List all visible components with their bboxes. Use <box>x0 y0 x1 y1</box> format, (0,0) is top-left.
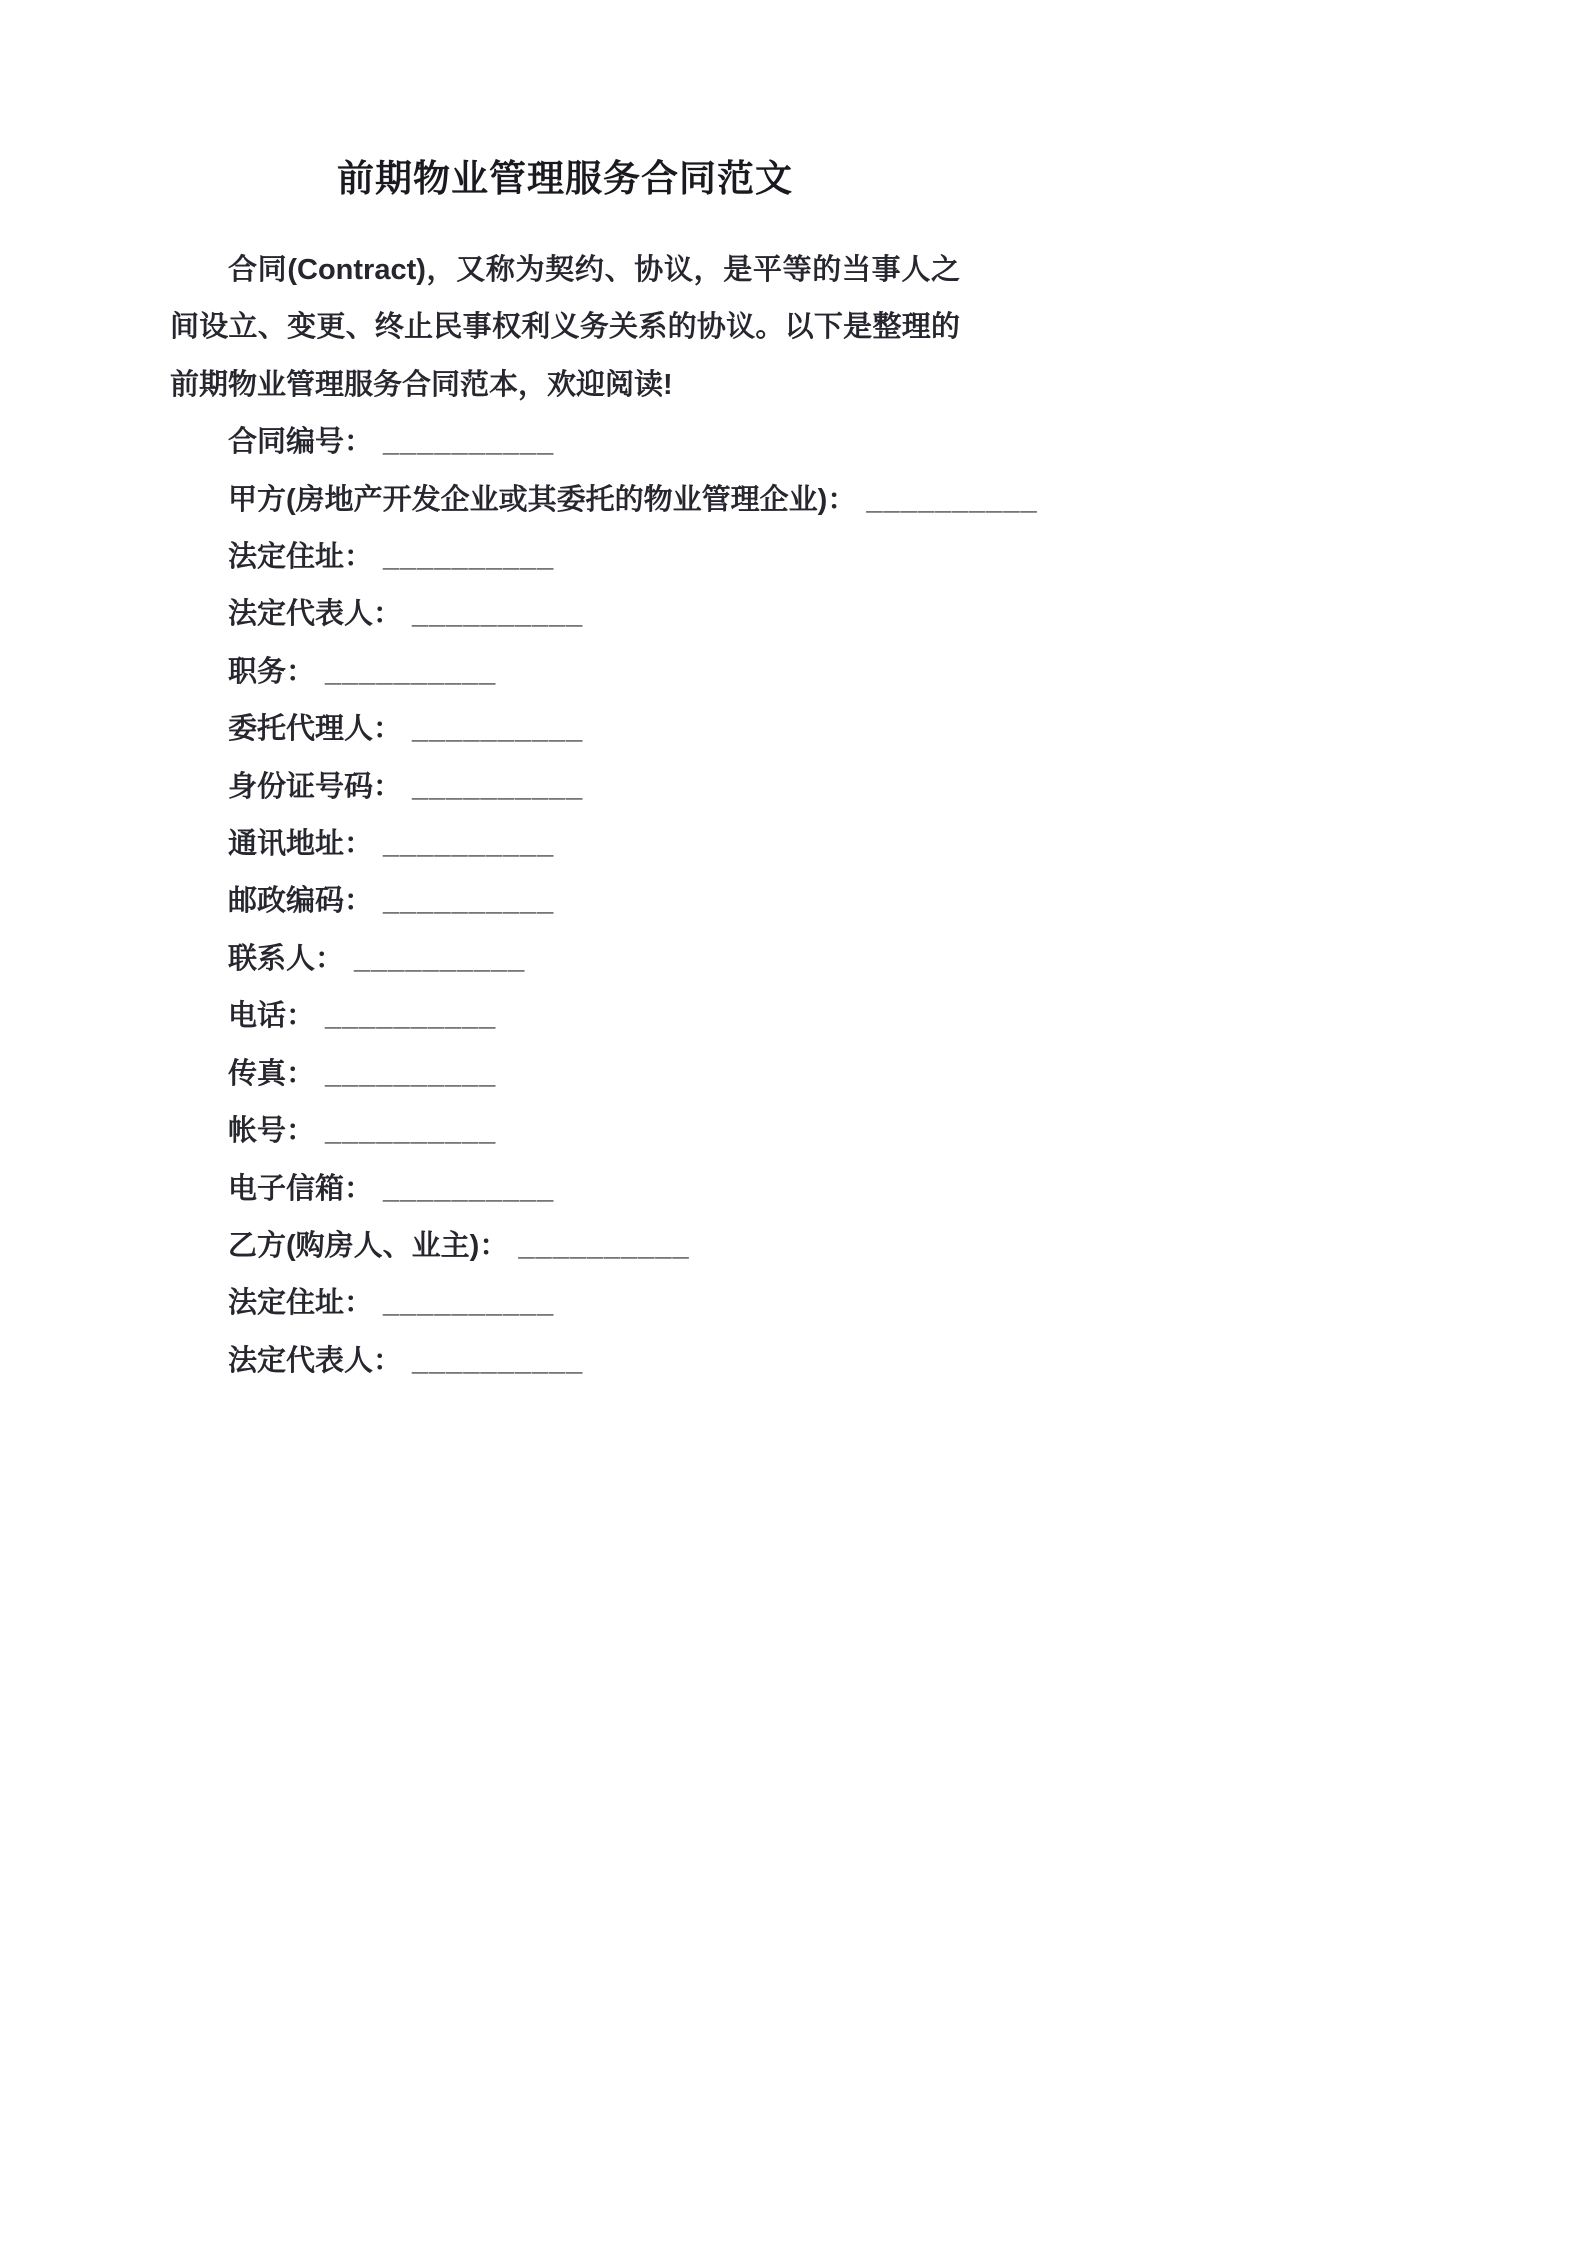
form-line-account-number <box>170 1103 960 1160</box>
form-line-mailing-address <box>170 816 960 873</box>
field-label: 身份证号码： <box>228 770 403 803</box>
field-label: 联系人： <box>228 942 345 975</box>
field-blank: __________ <box>412 770 584 803</box>
field-label: 传真： <box>228 1057 316 1090</box>
form-line-entrusted-agent <box>170 701 960 758</box>
form-line-phone <box>170 988 960 1045</box>
form-line-id-number <box>170 759 960 816</box>
field-label: 法定代表人： <box>228 1344 403 1377</box>
field-blank: __________ <box>412 1344 584 1377</box>
form-line-email <box>170 1161 960 1218</box>
field-blank: __________ <box>518 1229 690 1262</box>
field-label: 乙方(购房人、业主)： <box>228 1229 509 1262</box>
field-blank: __________ <box>383 1172 555 1205</box>
field-blank: __________ <box>866 483 1038 516</box>
field-label: 通讯地址： <box>228 828 374 861</box>
document-content <box>170 148 1038 1390</box>
field-label: 法定住址： <box>228 1287 374 1320</box>
intro-paragraph: 合同(Contract)，又称为契约、协议，是平等的当事人之间设立、变更、终止民事权利义务关系的协议。以下是整理的前期物业管理服务合同范本，欢迎阅读! <box>170 254 960 401</box>
field-blank: __________ <box>383 828 555 861</box>
field-blank: __________ <box>325 1057 497 1090</box>
field-blank: __________ <box>412 598 584 631</box>
field-label: 委托代理人： <box>228 713 403 746</box>
field-label: 法定住址： <box>228 541 374 574</box>
form-line-legal-representative-b <box>170 1333 960 1390</box>
field-label: 法定代表人： <box>228 598 403 631</box>
field-label: 合同编号： <box>228 426 374 459</box>
field-blank: __________ <box>383 541 555 574</box>
form-line-position <box>170 644 960 701</box>
form-line-legal-address-a <box>170 529 960 586</box>
form-line-party-a <box>170 472 1038 529</box>
form-line-party-b <box>170 1218 960 1275</box>
field-blank: __________ <box>325 1115 497 1148</box>
form-line-contract-number <box>170 414 960 471</box>
field-label: 电子信箱： <box>228 1172 374 1205</box>
form-line-legal-representative-a <box>170 586 960 643</box>
field-blank: __________ <box>325 655 497 688</box>
field-label: 邮政编码： <box>228 885 374 918</box>
field-blank: __________ <box>383 426 555 459</box>
field-label: 职务： <box>228 655 316 688</box>
field-label: 帐号： <box>228 1115 316 1148</box>
document-title: 前期物业管理服务合同范文 <box>337 158 793 199</box>
field-label: 电话： <box>228 1000 316 1033</box>
form-line-fax <box>170 1046 960 1103</box>
field-label: 甲方(房地产开发企业或其委托的物业管理企业)： <box>228 483 857 516</box>
field-blank: __________ <box>412 713 584 746</box>
form-line-postal-code <box>170 873 960 930</box>
field-blank: __________ <box>383 885 555 918</box>
field-blank: __________ <box>383 1287 555 1320</box>
field-blank: __________ <box>354 942 526 975</box>
form-line-legal-address-b <box>170 1275 960 1332</box>
field-blank: __________ <box>325 1000 497 1033</box>
form-line-contact-person <box>170 931 960 988</box>
